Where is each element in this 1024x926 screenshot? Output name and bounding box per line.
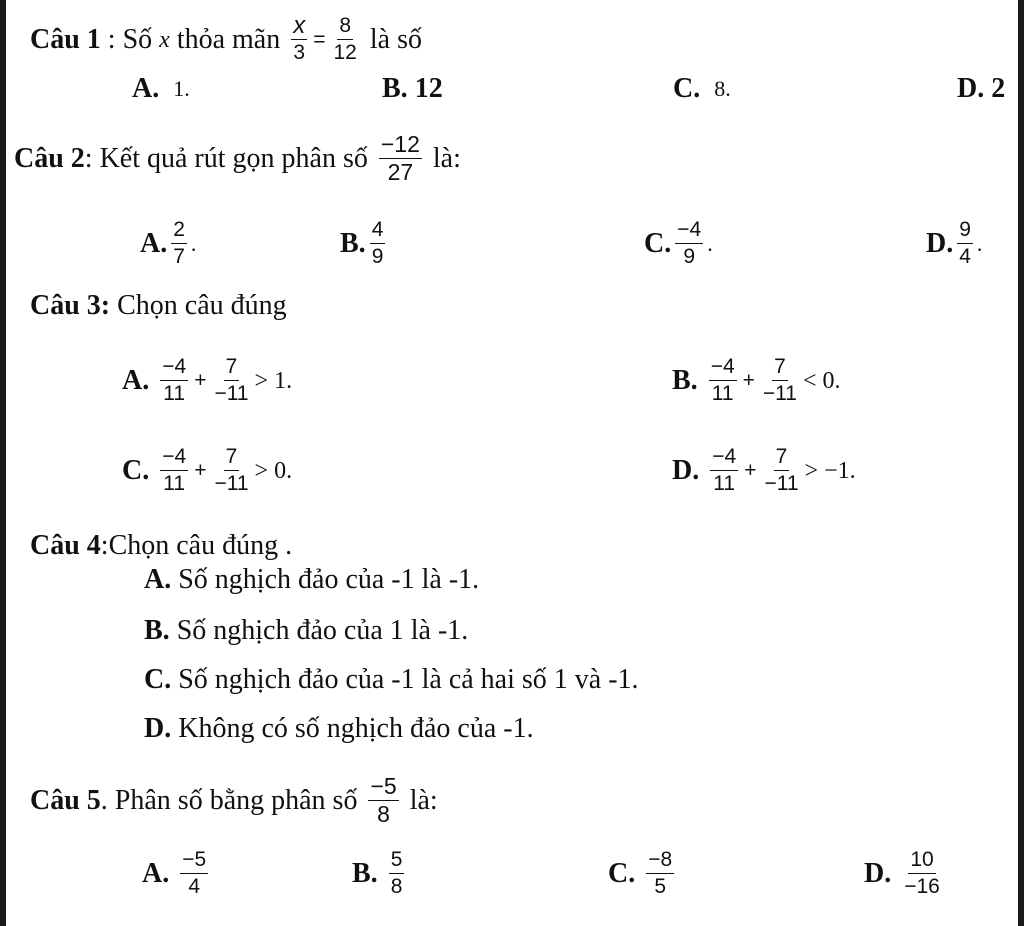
question-3-option-c[interactable]: C. $\frac{-4}{11}$ + $\frac{7}{-11}$ > 0. (122, 445, 293, 495)
question-3-title: Câu 3: (30, 290, 111, 321)
question-1-title: Câu 1 (30, 23, 101, 55)
question-4-option-a[interactable]: A. Số nghịch đảo của -1 là -1. (144, 564, 480, 595)
fraction-1: $\frac{-4}{11}$ (712, 445, 737, 495)
option-fraction: $\frac{2}{7}$ (173, 218, 185, 268)
question-2-option-a[interactable]: A. $\frac{2}{7}$ . (140, 218, 197, 268)
option-fraction: $\frac{9}{4}$ (959, 218, 971, 268)
fraction-neg12-over-27: $\frac{-12}{27}$ (380, 131, 420, 185)
fraction-2: $\frac{7}{-11}$ (764, 445, 799, 495)
question-3-option-a[interactable]: A. $\frac{-4}{11}$ + $\frac{7}{-11}$ > 1. (122, 355, 293, 405)
question-1-option-d[interactable]: D. 2 (957, 73, 1006, 104)
fraction-8-over-12: $\frac{8}{12}$ (333, 14, 357, 64)
question-1-option-b[interactable]: B. 12 (382, 73, 443, 104)
question-3-option-b[interactable]: B. $\frac{-4}{11}$ + $\frac{7}{-11}$ < 0. (672, 355, 841, 405)
question-3-option-d[interactable]: D. $\frac{-4}{11}$ + $\frac{7}{-11}$ > −1. (672, 445, 856, 495)
question-2-title: Câu 2 (14, 142, 85, 174)
option-fraction: $\frac{10}{-16}$ (904, 848, 940, 898)
option-fraction: $\frac{-4}{9}$ (677, 218, 702, 268)
question-5-stem: Câu 5 . Phân số bằng phân số $\frac{-5}{8}$ là: (30, 773, 438, 827)
question-4-title: Câu 4 (30, 530, 101, 561)
left-border (0, 0, 6, 926)
option-fraction: $\frac{-8}{5}$ (648, 848, 673, 898)
question-4-option-c[interactable]: C. Số nghịch đảo của -1 là cả hai số 1 và -1. (144, 664, 639, 695)
question-5-title: Câu 5 (30, 784, 101, 816)
question-4-option-b[interactable]: B. Số nghịch đảo của 1 là -1. (144, 615, 469, 646)
question-2-stem: Câu 2 : Kết quả rút gọn phân số $\frac{-12}{27}$ là: (14, 131, 461, 185)
question-5-option-b[interactable]: B. $\frac{5}{8}$ (352, 848, 403, 898)
option-fraction: $\frac{5}{8}$ (390, 848, 403, 898)
option-fraction: $\frac{-5}{4}$ (182, 848, 207, 898)
question-2-option-d[interactable]: D. $\frac{9}{4}$ . (926, 218, 983, 268)
fraction-x-over-3: $\frac{x}{3}$ (293, 12, 306, 64)
question-5-option-a[interactable]: A. $\frac{-5}{4}$ (142, 848, 207, 898)
question-3-stem: Câu 3: Chọn câu đúng (30, 290, 287, 321)
question-1-stem: Câu 1 : Số x thỏa mãn $\frac{x}{3}$ = $\frac{8}{12}$ là số (30, 12, 422, 64)
right-border (1018, 0, 1024, 926)
fraction-2: $\frac{7}{-11}$ (762, 355, 797, 405)
question-4-stem: Câu 4 :Chọn câu đúng . (30, 530, 293, 561)
question-2-option-b[interactable]: B. $\frac{4}{9}$ (340, 218, 384, 268)
question-5-option-c[interactable]: C. $\frac{-8}{5}$ (608, 848, 673, 898)
fraction-1: $\frac{-4}{11}$ (710, 355, 735, 405)
question-5-option-d[interactable]: D. $\frac{10}{-16}$ (864, 848, 940, 898)
fraction-1: $\frac{-4}{11}$ (162, 355, 187, 405)
fraction-2: $\frac{7}{-11}$ (214, 445, 249, 495)
question-4-option-d[interactable]: D. Không có số nghịch đảo của -1. (144, 713, 534, 744)
question-2-option-c[interactable]: C. $\frac{-4}{9}$ . (644, 218, 713, 268)
fraction-2: $\frac{7}{-11}$ (214, 355, 249, 405)
option-fraction: $\frac{4}{9}$ (371, 218, 384, 268)
fraction-neg5-over-8: $\frac{-5}{8}$ (370, 773, 397, 827)
fraction-1: $\frac{-4}{11}$ (162, 445, 187, 495)
question-1-option-c[interactable]: C. 8. (673, 73, 731, 104)
question-1-option-a[interactable]: A. 1. (132, 73, 190, 104)
